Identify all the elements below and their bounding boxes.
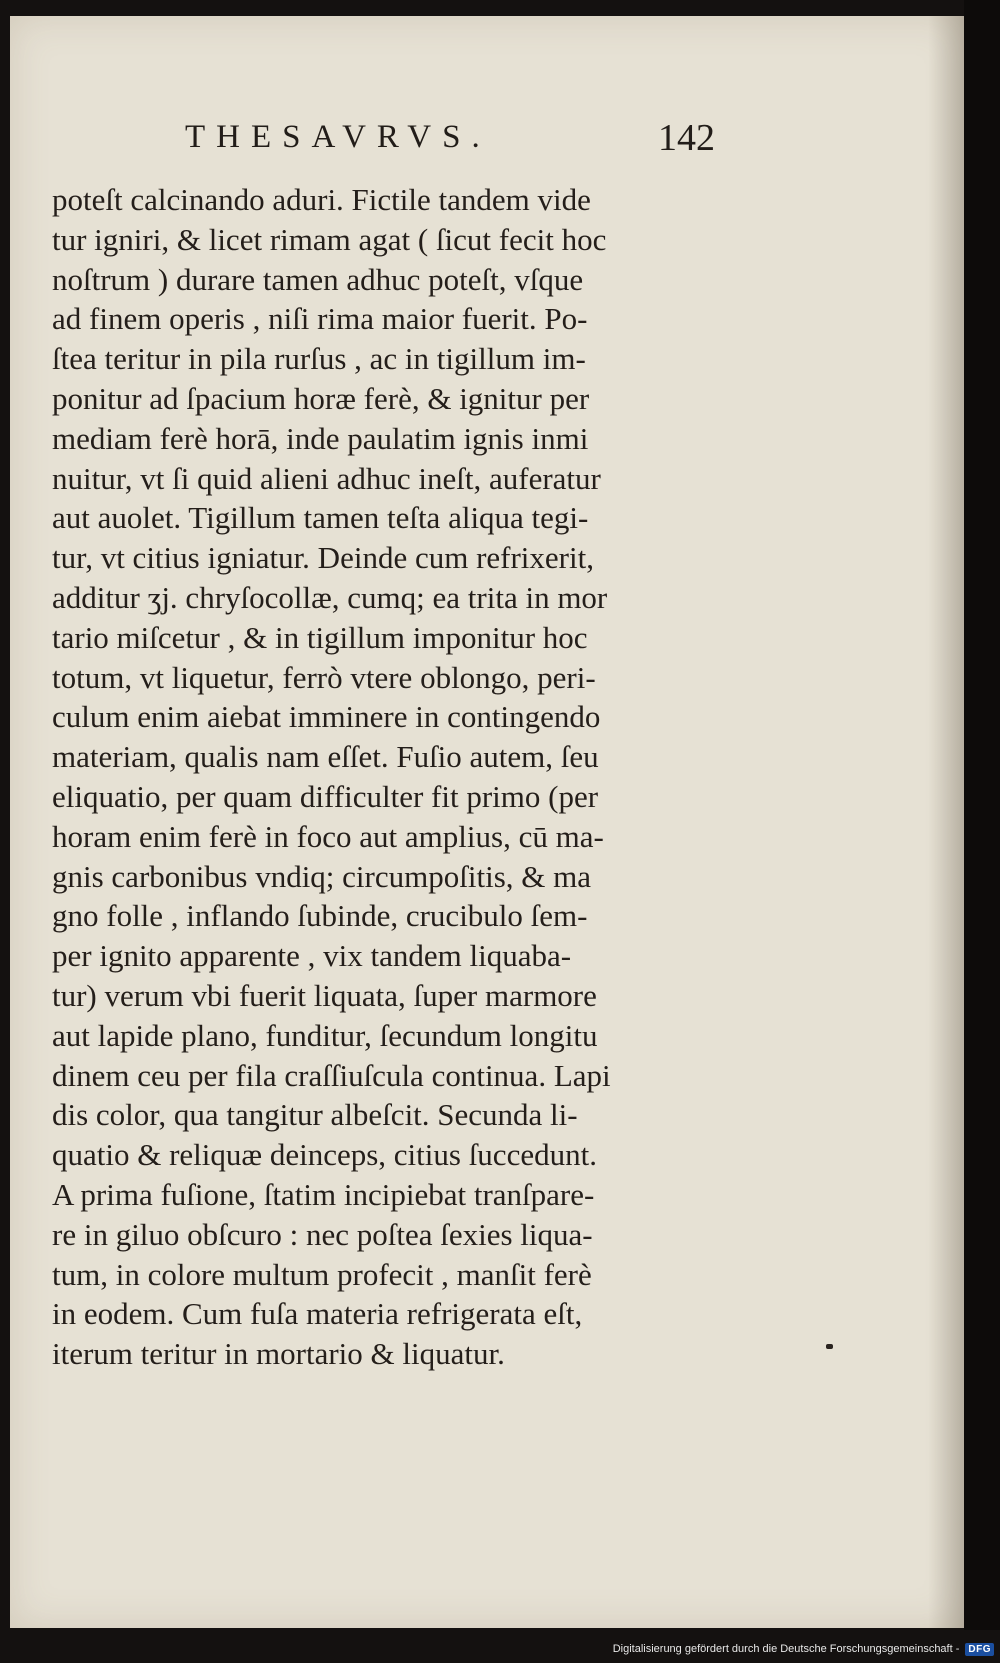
body-text — [52, 180, 722, 1374]
dfg-logo-icon: DFG — [965, 1643, 994, 1656]
text-line: aut auolet. Tigillum tamen teſta aliqua tegi- — [52, 500, 589, 536]
digitization-credit — [613, 1639, 994, 1659]
text-line: tario miſcetur , & in tigillum imponitur hoc — [52, 619, 588, 655]
text-line: aut lapide plano, funditur, ſecundum longitu — [52, 1017, 598, 1053]
text-line: re in giluo obſcuro : nec poſtea ſexies liqua- — [52, 1216, 593, 1252]
text-line: ponitur ad ſpacium horæ ferè, & ignitur per — [52, 380, 590, 416]
text-line: tum, in colore multum profecit , manſit ferè — [52, 1256, 592, 1292]
text-line: iterum teritur in mortario & liquatur. — [52, 1336, 505, 1372]
running-head: THESAVRVS. — [185, 119, 491, 155]
ink-speck — [826, 1344, 833, 1349]
text-line: eliquatio, per quam difficulter fit primo (per — [52, 778, 599, 814]
text-line: horam enim ferè in foco aut amplius, cū ma- — [52, 818, 604, 854]
text-line: gnis carbonibus vndiq; circumpoſitis, & ma — [52, 858, 591, 894]
text-line: culum enim aiebat imminere in contingendo — [52, 699, 601, 735]
text-line: quatio & reliquæ deinceps, citius ſuccedunt. — [52, 1137, 597, 1173]
book-page — [10, 16, 964, 1628]
text-line: in eodem. Cum fuſa materia refrigerata eſt, — [52, 1296, 583, 1332]
text-line: materiam, qualis nam eſſet. Fuſio autem, ſeu — [52, 739, 599, 775]
text-line: totum, vt liquetur, ferrò vtere oblongo, peri- — [52, 659, 596, 695]
text-line: A prima fuſione, ſtatim incipiebat tranſpare- — [52, 1176, 595, 1212]
text-line: nuitur, vt ſi quid alieni adhuc ineſt, auferatur — [52, 460, 601, 496]
text-line: noſtrum ) durare tamen adhuc poteſt, vſque — [52, 261, 584, 297]
text-line: dis color, qua tangitur albeſcit. Secunda li- — [52, 1097, 578, 1133]
text-line: gno folle , inflando ſubinde, crucibulo ſem- — [52, 898, 588, 934]
text-line: mediam ferè horā, inde paulatim ignis inmi — [52, 420, 589, 456]
text-line: tur igniri, & licet rimam agat ( ſicut fecit hoc — [52, 221, 607, 257]
scan-border — [964, 0, 1000, 1630]
text-line: per ignito apparente , vix tandem liquaba- — [52, 938, 572, 974]
text-line: poteſt calcinando aduri. Fictile tandem vide — [52, 182, 591, 217]
text-line: ſtea teritur in pila rurſus , ac in tigillum im- — [52, 341, 586, 377]
text-line: tur) verum vbi fuerit liquata, ſuper marmore — [52, 977, 597, 1013]
text-line: dinem ceu per fila craſſiuſcula continua. Lapi — [52, 1057, 611, 1093]
credit-text: Digitalisierung gefördert durch die Deutsche Forschungsgemeinschaft - — [612, 1643, 960, 1655]
text-line: tur, vt citius igniatur. Deinde cum refrixerit, — [52, 540, 594, 576]
text-line: additur ʒj. chryſocollæ, cumq; ea trita in mor — [52, 579, 608, 615]
page-number: 142 — [658, 117, 715, 159]
text-line: ad finem operis , niſi rima maior fuerit. Po- — [52, 301, 588, 337]
